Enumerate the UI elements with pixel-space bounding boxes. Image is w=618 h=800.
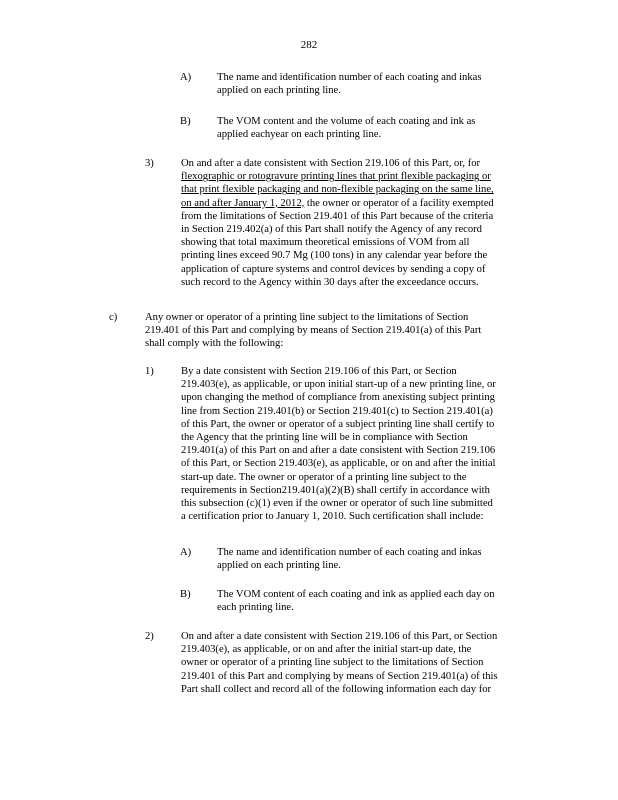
amended-text-fragment: on and after January 1, 2012, [181,197,305,209]
text-line: applied on each printing line. [217,85,341,97]
text-line: printing lines exceed 90.7 Mg (100 tons) in any calendar year before the [181,250,488,262]
item-label: c) [109,312,118,323]
text-line: such record to the Agency within 30 days after the exceedance occurs. [181,276,479,288]
text-line: showing that total maximum theoretical emissions of VOM from all [181,237,470,249]
text-line: The VOM content of each coating and ink as applied each day on [217,589,495,600]
item-label: 2) [145,631,154,642]
item-label: B) [180,589,191,600]
text-line: 219.401 of this Part and complying by means of Section 219.401(a) of this [181,670,498,682]
amended-text-line: flexographic or rotogravure printing lines that print flexible packaging or [181,171,491,183]
item-label: 3) [145,158,154,169]
text-line: applied on each printing line. [217,560,341,572]
item-label: B) [180,116,191,127]
text-line: The VOM content and the volume of each coating and ink as [217,116,476,127]
text-line: of this Part, or Section 219.403(e), as applicable, or on and after the initial [181,458,496,470]
text-line: shall comply with the following: [145,338,284,350]
amended-text-line: that print flexible packaging and non-flexible packaging on the same line, [181,184,494,196]
text-line: 219.403(e), as applicable, or on and after the initial start-up date, the [181,644,472,656]
text-line: the Agency that the printing line will be in compliance with Section [181,432,468,444]
text-line: 219.401 of this Part and complying by means of Section 219.401(a) of this Part [145,325,482,337]
text-line: By a date consistent with Section 219.106 of this Part, or Section [181,366,457,377]
item-label: A) [180,72,192,83]
text-line: start-up date. The owner or operator of a printing line subject to the [181,471,467,483]
text-line: On and after a date consistent with Section 219.106 of this Part, or, for [181,158,481,169]
text-line: line from Section 219.401(b) or Section 219.401(c) to Section 219.401(a) [181,405,493,417]
text-line: applied eachyear on each printing line. [217,129,382,141]
text-line: Any owner or operator of a printing line subject to the limitations of Section [145,312,469,323]
page-number: 282 [300,39,318,51]
text-line: The name and identification number of each coating and inkas [217,72,482,83]
text-line: each printing line. [217,602,294,614]
item-label: 1) [145,366,154,377]
text-line: this subsection (c)(1) even if the owner or operator of such line submitted [181,498,493,510]
text-line: owner or operator of a printing line subject to the limitations of Section [181,657,484,669]
text-line: 219.401(a) of this Part on and after a date consistent with Section 219.106 [181,445,496,457]
text-line: from the limitations of Section 219.401 of this Part because of the criteria [181,210,494,222]
text-line: requirements in Section219.401(a)(2)(B) shall certify in accordance with [181,484,490,496]
text-line: On and after a date consistent with Section 219.106 of this Part, or Section [181,631,498,642]
text-line: in Section 219.402(a) of this Part shall notify the Agency of any record [181,224,482,236]
item-label: A) [180,547,192,558]
text-line: 219.403(e), as applicable, or upon initial start-up of a new printing line, or [181,379,496,391]
text-line: The name and identification number of each coating and inkas [217,547,482,558]
text-line: a certification prior to January 1, 2010. Such certification shall include: [181,511,484,523]
text-line: application of capture systems and control devices by sending a copy of [181,263,486,275]
text-line: Part shall collect and record all of the following information each day for [181,683,492,695]
text-line: upon changing the method of compliance from anexisting subject printing [181,392,495,404]
text-fragment: the owner or operator of a facility exempted [304,197,494,209]
text-line: of this Part, the owner or operator of a subject printing line shall certify to [181,418,495,430]
